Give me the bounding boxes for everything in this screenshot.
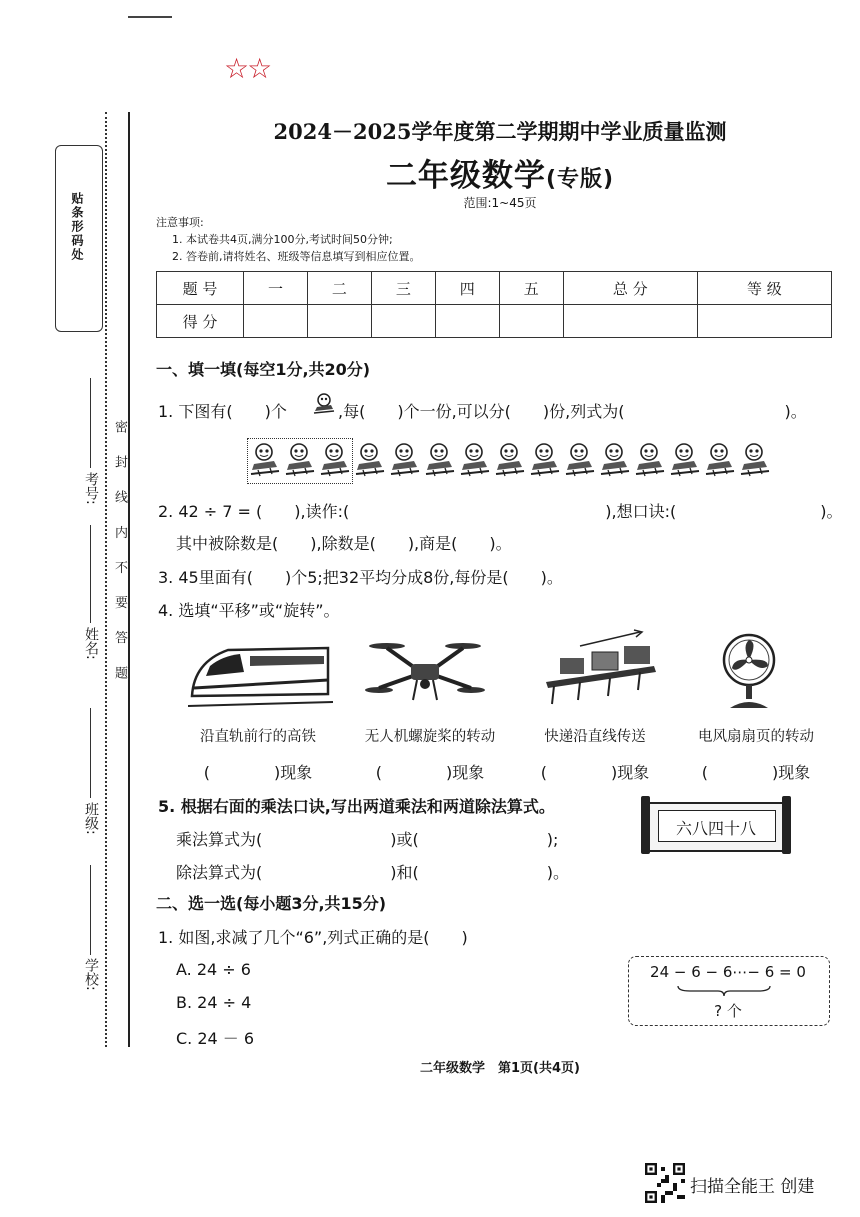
col-header: 等 级 <box>697 272 831 305</box>
mascot-row <box>250 440 775 482</box>
option-c[interactable]: C. 24 － 6 <box>176 1029 255 1048</box>
score-cell[interactable] <box>244 305 308 338</box>
name-label: 姓名: <box>83 627 99 660</box>
q4-caption-4: 电风扇扇页的转动 <box>698 729 814 745</box>
exam-title: 2024－2025学年度第二学期期中学业质量监测 <box>273 119 727 144</box>
option-a[interactable]: A. 24 ÷ 6 <box>176 960 251 979</box>
exam-no-line <box>90 378 91 468</box>
scroll-text: 六八四十八 <box>675 819 756 838</box>
score-cell[interactable] <box>697 305 831 338</box>
score-cell[interactable] <box>499 305 563 338</box>
qr-code-icon <box>645 1163 685 1203</box>
name-line <box>90 525 91 623</box>
q5-multiplication: 乘法算式为( )或( ); <box>176 830 559 849</box>
brace-icon <box>676 984 772 998</box>
page-footer: 二年级数学 第1页(共4页) <box>420 1061 580 1076</box>
conveyor-belt-icon <box>540 628 660 706</box>
q2: 2. 42 ÷ 7 = ( ),读作:( ),想口诀:( )。 <box>158 502 843 521</box>
notice-item-1: 1. 本试卷共4页,满分100分,考试时间50分钟; <box>172 233 393 246</box>
range-text: 范围:1~45页 <box>463 196 537 210</box>
scanner-watermark: 扫描全能王 创建 <box>690 1177 815 1197</box>
q4-caption-1: 沿直轨前行的高铁 <box>200 729 316 745</box>
section2-q1: 1. 如图,求减了几个“6”,列式正确的是( ) <box>158 928 468 947</box>
q5: 5. 根据右面的乘法口诀,写出两道乘法和两道除法算式。 <box>158 797 555 816</box>
school-label: 学校: <box>83 958 99 991</box>
electric-fan-icon <box>718 632 780 712</box>
col-header: 四 <box>435 272 499 305</box>
row-label-score: 得 分 <box>157 305 244 338</box>
seal-text: 密 封 线 内 不 要 答 题 <box>112 420 127 688</box>
col-header: 总 分 <box>563 272 697 305</box>
score-table <box>156 271 832 338</box>
high-speed-train-icon <box>188 632 333 712</box>
col-header: 二 <box>307 272 371 305</box>
class-label: 班级: <box>83 802 99 835</box>
col-header: 一 <box>244 272 308 305</box>
section1-heading: 一、填一填(每空1分,共20分) <box>156 360 371 379</box>
q1-part-b: ,每( )个一份,可以分( )份,列式为( )。 <box>338 402 807 421</box>
subject-title: 二年级数学(专版) <box>385 158 615 194</box>
mascot-icon <box>311 392 337 416</box>
q4-blank-4[interactable]: ( )现象 <box>701 763 811 782</box>
q3: 3. 45里面有( )个5;把32平均分成8份,每份是( )。 <box>158 568 563 587</box>
stars: ☆☆ <box>224 52 271 85</box>
q4-blank-2[interactable]: ( )现象 <box>375 763 485 782</box>
scroll-rod-right <box>782 796 791 854</box>
drone-icon <box>365 632 485 707</box>
score-cell[interactable] <box>435 305 499 338</box>
class-line <box>90 708 91 798</box>
section2-heading: 二、选一选(每小题3分,共15分) <box>156 894 387 913</box>
q4: 4. 选填“平移”或“旋转”。 <box>158 601 340 620</box>
brace-label: ? 个 <box>714 1002 742 1020</box>
seal-dashed-line <box>105 112 107 1047</box>
barcode-sticker-label: 贴条形码处 <box>70 192 84 262</box>
top-stroke <box>128 16 172 18</box>
q4-blank-3[interactable]: ( )现象 <box>540 763 650 782</box>
q5-division: 除法算式为( )和( )。 <box>176 863 569 882</box>
col-header: 五 <box>499 272 563 305</box>
score-cell[interactable] <box>307 305 371 338</box>
row-label-question-no: 题 号 <box>157 272 244 305</box>
school-line <box>90 865 91 955</box>
option-b[interactable]: B. 24 ÷ 4 <box>176 993 252 1012</box>
q4-caption-3: 快递沿直线传送 <box>544 729 646 745</box>
col-header: 三 <box>371 272 435 305</box>
score-cell[interactable] <box>563 305 697 338</box>
equation-text: 24 − 6 − 6⋯− 6 = 0 <box>650 963 806 981</box>
exam-no-label: 考号: <box>83 472 99 505</box>
scroll-rod-left <box>641 796 650 854</box>
score-cell[interactable] <box>371 305 435 338</box>
q4-caption-2: 无人机螺旋桨的转动 <box>364 729 496 745</box>
q4-blank-1[interactable]: ( )现象 <box>203 763 313 782</box>
q2-part-b: 其中被除数是( ),除数是( ),商是( )。 <box>176 534 512 553</box>
notice-item-2: 2. 答卷前,请将姓名、班级等信息填写到相应位置。 <box>172 250 421 263</box>
notice-title: 注意事项: <box>156 216 204 229</box>
q1-part-a: 1. 下图有( )个 <box>158 402 287 421</box>
